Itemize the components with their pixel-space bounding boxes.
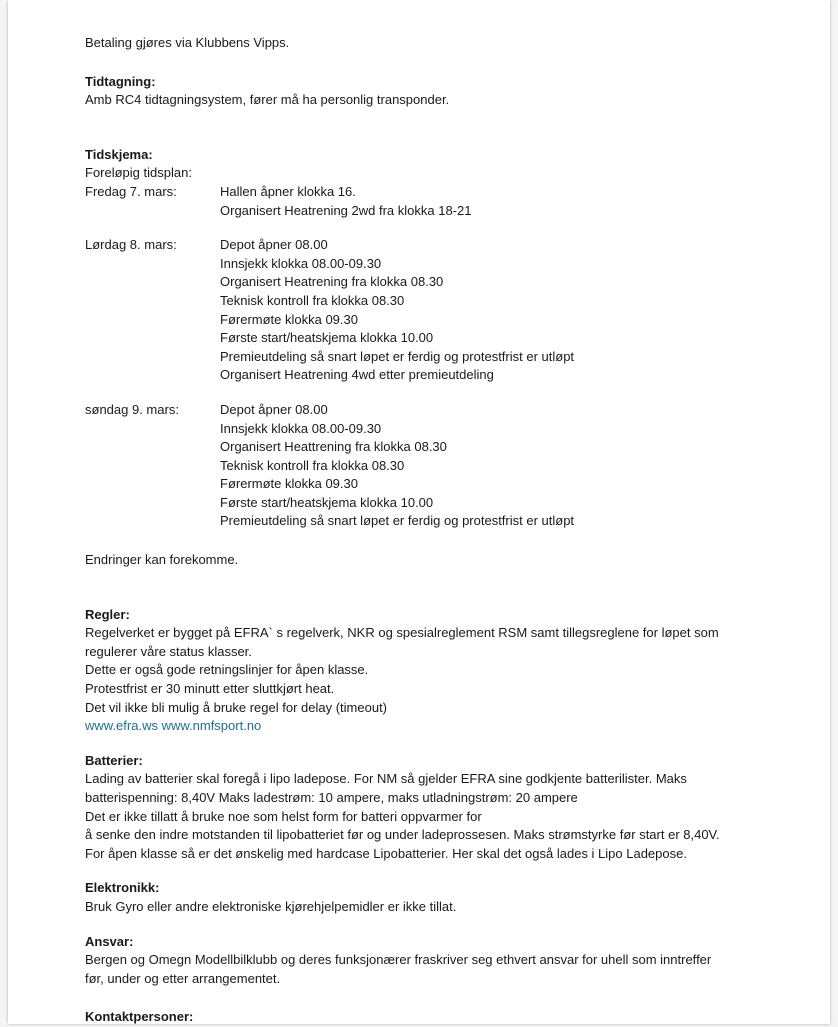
schedule-item: Organisert Heatrening 2wd fra klokka 18-21: [220, 202, 472, 218]
schedule-item: Første start/heatskjema klokka 10.00: [220, 330, 434, 346]
schedule-item: Depot åpner 08.00: [220, 237, 328, 253]
rules-line: Protestfrist er 30 minutt etter sluttkjørt heat.: [85, 681, 335, 697]
batteries-heading: Batterier:: [85, 752, 143, 768]
schedule-item: Førermøte klokka 09.30: [220, 476, 358, 492]
document-page: [8, 0, 830, 1024]
batteries-line: batterispenning: 8,40V Maks ladestrøm: 10 ampere, maks utladningstrøm: 20 ampere: [85, 790, 578, 805]
rules-heading: Regler:: [85, 606, 130, 622]
schedule-subheading: Foreløpig tidsplan:: [85, 165, 192, 181]
schedule-item: Innsjekk klokka 08.00-09.30: [220, 255, 382, 271]
schedule-note: Endringer kan forekomme.: [85, 552, 239, 568]
schedule-item: Organisert Heattrening fra klokka 08.30: [220, 439, 447, 455]
rules-line: Det vil ikke bli mulig å bruke regel for delay (timeout): [85, 699, 388, 715]
rules-line: Regelverket er bygget på EFRA` s regelverk, NKR og spesialreglement RSM samt tillegsreglene for løpet som: [85, 625, 719, 641]
schedule-item: Organisert Heatrening 4wd etter premieutdeling: [220, 367, 494, 383]
schedule-item: Første start/heatskjema klokka 10.00: [220, 494, 434, 510]
rules-line: regulerer våre status klasser.: [85, 643, 252, 659]
batteries-line: Lading av batterier skal foregå i lipo ladepose. For NM så gjelder EFRA sine godkjente batterilister. Maks: [85, 771, 687, 787]
schedule-item: Teknisk kontroll fra klokka 08.30: [220, 457, 405, 473]
schedule-item: Premieutdeling så snart løpet er ferdig og protestfrist er utløpt: [220, 513, 575, 529]
schedule-day-friday: [85, 183, 785, 220]
schedule-day-label: Fredag 7. mars:: [85, 183, 177, 199]
schedule-item: Teknisk kontroll fra klokka 08.30: [220, 292, 405, 308]
rules-line: Dette er også gode retningslinjer for åpen klasse.: [85, 662, 369, 678]
schedule-day-saturday: [85, 236, 785, 385]
batteries-line: Det er ikke tillatt å bruke noe som helst form for batteri oppvarmer for: [85, 808, 482, 824]
schedule-item: Førermøte klokka 09.30: [220, 311, 358, 327]
schedule-item: Premieutdeling så snart løpet er ferdig og protestfrist er utløpt: [220, 348, 575, 364]
batteries-line: For åpen klasse så er det ønskelig med hardcase Lipobatterier. Her skal det også lades i Lipo Ladepose.: [85, 845, 687, 861]
document-content: [85, 34, 785, 1027]
schedule-day-sunday: [85, 401, 785, 531]
rules-links[interactable]: www.efra.ws www.nmfsport.no: [85, 718, 262, 734]
schedule-item: Depot åpner 08.00: [220, 401, 328, 417]
responsibility-line: før, under og etter arrangementet.: [85, 970, 281, 986]
schedule-day-label: søndag 9. mars:: [85, 401, 179, 417]
responsibility-line: Bergen og Omegn Modellbilklubb og deres funksjonærer fraskriver seg ethvert ansvar for uhell som inntreffer: [85, 952, 712, 968]
schedule-heading: Tidskjema:: [85, 146, 153, 162]
electronics-heading: Elektronikk:: [85, 880, 160, 896]
payment-text: Betaling gjøres via Klubbens Vipps.: [85, 35, 290, 50]
timing-text: Amb RC4 tidtagningsystem, fører må ha personlig transponder.: [85, 92, 450, 108]
schedule-day-label: Lørdag 8. mars:: [85, 237, 177, 253]
responsibility-heading: Ansvar:: [85, 933, 134, 949]
batteries-line: å senke den indre motstanden til lipobatteriet før og under ladeprossesen. Maks strømstyrke før start er 8,40V.: [85, 827, 720, 843]
contacts-heading: Kontaktpersoner:: [85, 1009, 194, 1025]
schedule-item: Organisert Heatrening fra klokka 08.30: [220, 274, 444, 290]
schedule-item: Innsjekk klokka 08.00-09.30: [220, 420, 382, 436]
timing-heading: Tidtagning:: [85, 73, 156, 89]
schedule-item: Hallen åpner klokka 16.: [220, 183, 356, 199]
electronics-text: Bruk Gyro eller andre elektroniske kjørehjelpemidler er ikke tillat.: [85, 898, 457, 914]
